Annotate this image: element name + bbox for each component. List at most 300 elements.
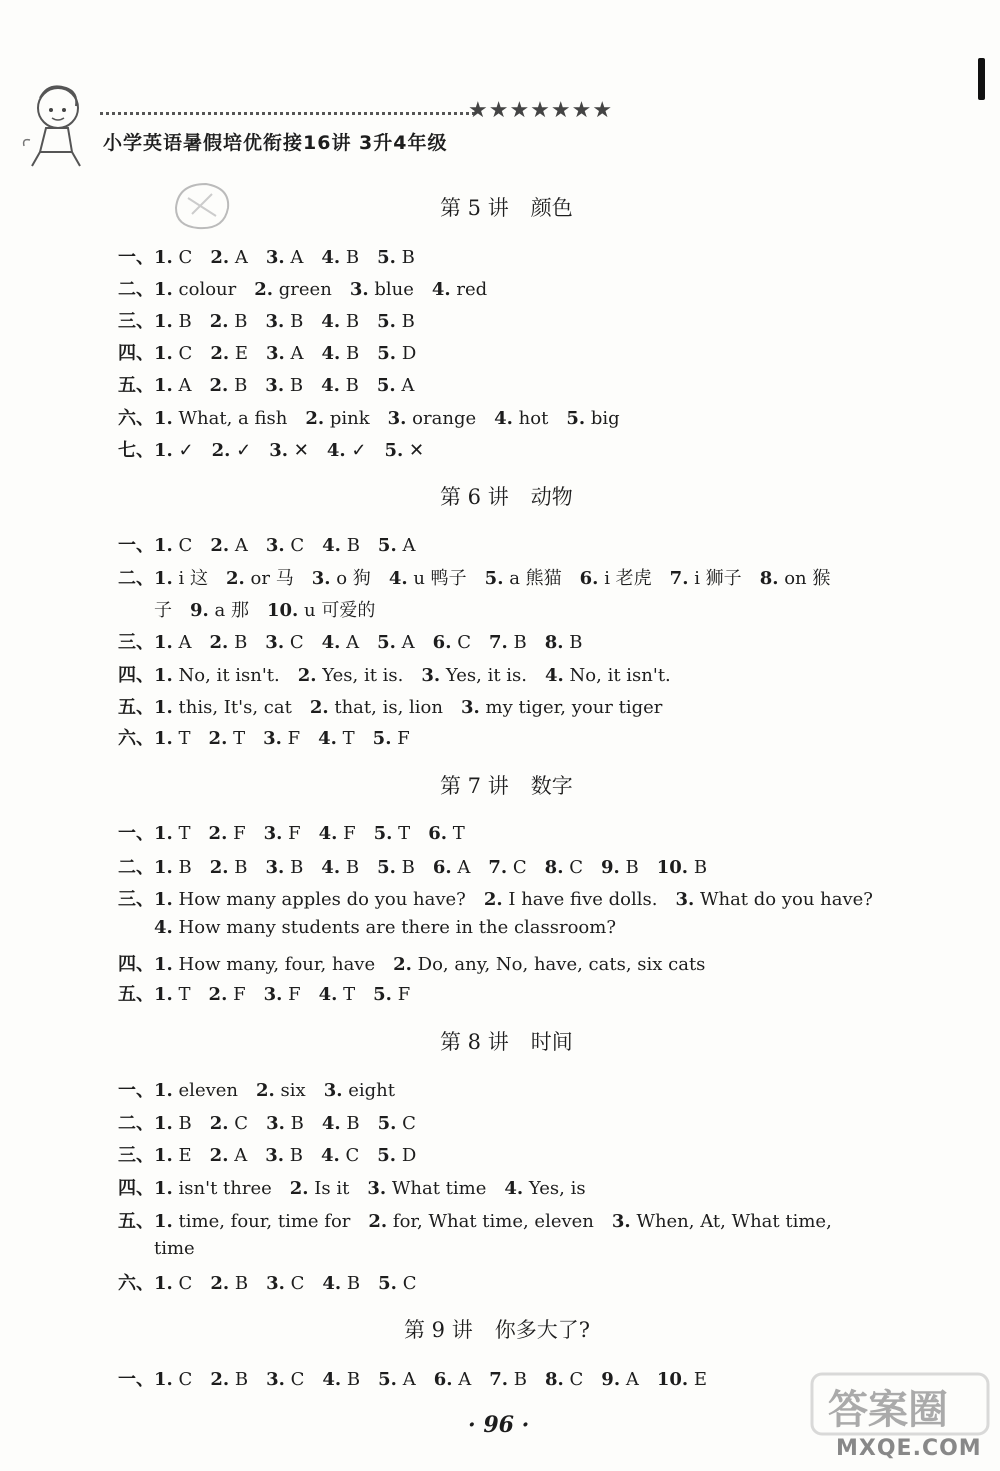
section-marker: 五、 xyxy=(118,375,154,396)
question-number: 3. xyxy=(263,984,283,1005)
question-number: 4. xyxy=(326,440,346,461)
answer-value: C xyxy=(290,1369,305,1390)
section-marker: 五、 xyxy=(118,697,154,718)
answer-value: C xyxy=(290,1273,305,1294)
question-number: 5. xyxy=(378,1273,397,1294)
question-number: 2. xyxy=(226,568,245,589)
question-number: 4. xyxy=(318,823,338,844)
question-number: 1. xyxy=(154,857,173,878)
answer-value: How many, four, have xyxy=(178,954,376,975)
answer-value: B xyxy=(569,632,583,653)
question-number: 7. xyxy=(488,632,508,653)
question-number: 3. xyxy=(421,665,441,686)
question-number: 2. xyxy=(305,408,325,429)
answer-value: C xyxy=(289,632,304,653)
question-number: 2. xyxy=(309,697,329,718)
section-marker: 四、 xyxy=(118,1178,154,1199)
question-number: 9. xyxy=(600,857,620,878)
answer-value: When, At, What time, xyxy=(636,1211,832,1232)
question-number: 3. xyxy=(266,1273,285,1294)
question-number: 2. xyxy=(209,375,229,396)
answer-line xyxy=(118,1269,434,1295)
answer-value: C xyxy=(569,1369,584,1390)
watermark-url: MXQE.COM xyxy=(836,1436,982,1461)
question-number: 3. xyxy=(263,728,282,749)
answer-value: my tiger, your tiger xyxy=(485,697,663,718)
answer-value: orange xyxy=(412,408,477,429)
section-marker: 四、 xyxy=(118,665,154,686)
answer-value: B xyxy=(401,247,415,268)
answer-value: F xyxy=(288,984,301,1005)
lecture-number: 第 6 讲 xyxy=(440,485,509,509)
question-number: 1. xyxy=(154,1273,173,1294)
question-number: 1. xyxy=(154,632,173,653)
question-number: 3. xyxy=(266,1113,285,1134)
question-number: 1. xyxy=(154,954,173,975)
answer-line xyxy=(118,1174,604,1200)
lecture-number: 第 5 讲 xyxy=(440,196,509,220)
question-number: 5. xyxy=(376,375,396,396)
question-number: 2. xyxy=(208,823,228,844)
question-number: 3. xyxy=(269,440,289,461)
answer-line xyxy=(118,436,442,462)
answer-value: C xyxy=(402,1273,417,1294)
question-number: 2. xyxy=(209,1145,229,1166)
answer-line xyxy=(118,724,428,750)
answer-line xyxy=(118,275,505,301)
section-marker: 一、 xyxy=(118,535,154,556)
section-marker: 七、 xyxy=(118,440,154,461)
answer-value: o 狗 xyxy=(336,568,371,589)
question-number: 2. xyxy=(256,1080,275,1101)
answer-value: A xyxy=(402,535,416,556)
answer-value: for, What time, eleven xyxy=(392,1211,594,1232)
answer-value: T xyxy=(452,823,465,844)
answer-value: T xyxy=(342,728,355,749)
answer-value: B xyxy=(693,857,708,878)
question-number: 5. xyxy=(377,632,396,653)
question-number: 4. xyxy=(321,311,341,332)
answer-line xyxy=(118,950,723,976)
answer-value: E xyxy=(693,1369,708,1390)
section-marker: 三、 xyxy=(118,632,154,653)
answer-value: What time xyxy=(391,1178,487,1199)
question-number: 6. xyxy=(432,857,452,878)
question-number: 5. xyxy=(566,408,586,429)
question-number: 2. xyxy=(211,440,231,461)
lecture-title xyxy=(404,1314,590,1344)
question-number: 1. xyxy=(154,697,173,718)
answer-value: B xyxy=(289,1145,303,1166)
section-marker: 三、 xyxy=(118,1145,154,1166)
lecture-title xyxy=(440,481,573,511)
lecture-number: 第 9 讲 xyxy=(404,1318,473,1342)
section-marker: 五、 xyxy=(118,1211,154,1232)
answer-value: ✕ xyxy=(293,440,309,461)
question-number: 3. xyxy=(323,1080,343,1101)
answer-value: a 熊猫 xyxy=(509,568,562,589)
question-number: 3. xyxy=(265,857,285,878)
answer-value: T xyxy=(233,728,246,749)
question-number: 5. xyxy=(377,535,397,556)
question-number: 5. xyxy=(377,857,396,878)
answer-value: E xyxy=(178,1145,192,1166)
question-number: 2. xyxy=(210,343,230,364)
continuation-text: time xyxy=(154,1238,195,1259)
question-number: 1. xyxy=(154,984,173,1005)
answer-value: B xyxy=(513,1369,527,1390)
answer-line xyxy=(118,1207,850,1233)
lecture-topic: 你多大了? xyxy=(494,1318,590,1342)
question-number: 2. xyxy=(210,247,230,268)
answer-value: C xyxy=(178,1369,193,1390)
question-number: 2. xyxy=(483,889,503,910)
answer-value: A xyxy=(401,375,415,396)
question-number: 10. xyxy=(656,1369,689,1390)
answer-value: that, is, lion xyxy=(334,697,443,718)
question-number: 4. xyxy=(320,1145,340,1166)
question-number: 2. xyxy=(209,1113,229,1134)
answer-value: B xyxy=(345,857,360,878)
question-number: 1. xyxy=(154,343,173,364)
question-number: 8. xyxy=(544,632,564,653)
question-number: 7. xyxy=(489,1369,509,1390)
question-number: 3. xyxy=(265,247,285,268)
question-number: 9. xyxy=(190,600,209,621)
question-number: 6. xyxy=(433,1369,453,1390)
watermark-logo-text: 答案圈 xyxy=(828,1387,948,1433)
answer-line xyxy=(118,853,725,879)
answer-value: this, It's, cat xyxy=(178,697,292,718)
answer-value: B xyxy=(234,375,248,396)
question-number: 2. xyxy=(209,632,229,653)
answer-value: u 可爱的 xyxy=(304,600,376,621)
answer-line xyxy=(118,628,601,654)
answer-value: F xyxy=(397,984,411,1005)
question-number: 1. xyxy=(154,1113,173,1134)
answer-value: T xyxy=(178,823,191,844)
question-number: 4. xyxy=(322,535,341,556)
answer-value: F xyxy=(233,823,246,844)
answer-value: What, a fish xyxy=(178,408,288,429)
answer-line xyxy=(118,819,483,845)
question-number: 4. xyxy=(388,568,408,589)
answer-value: A xyxy=(401,632,415,653)
answer-value: B xyxy=(513,632,527,653)
answer-value: B xyxy=(234,1369,249,1390)
answer-value: F xyxy=(288,823,301,844)
answer-line xyxy=(118,564,848,590)
question-number: 1. xyxy=(154,1211,173,1232)
answer-value: B xyxy=(178,311,192,332)
question-number: 2. xyxy=(208,728,228,749)
answer-value: B xyxy=(625,857,639,878)
question-number: 1. xyxy=(154,535,173,556)
answer-value: ✓ xyxy=(236,440,252,461)
lecture-topic: 数字 xyxy=(530,774,573,798)
answer-value: Yes, it is. xyxy=(445,665,528,686)
question-number: 5. xyxy=(384,440,404,461)
answer-value: C xyxy=(290,535,305,556)
question-number: 5. xyxy=(373,823,393,844)
answer-value: B xyxy=(346,343,360,364)
answer-line xyxy=(118,339,434,365)
answer-line xyxy=(118,371,432,397)
answer-value: E xyxy=(234,343,248,364)
answer-value: i 狮子 xyxy=(694,568,742,589)
question-number: 3. xyxy=(265,632,285,653)
section-marker: 二、 xyxy=(118,857,154,878)
answer-value: B xyxy=(234,1273,249,1294)
section-marker: 六、 xyxy=(118,1273,154,1294)
answer-value: F xyxy=(397,728,410,749)
answer-value: F xyxy=(233,984,246,1005)
lecture-number: 第 7 讲 xyxy=(440,774,509,798)
question-number: 5. xyxy=(377,1145,397,1166)
answer-value: F xyxy=(343,823,356,844)
answer-value: B xyxy=(234,311,248,332)
question-number: 5. xyxy=(484,568,504,589)
question-number: 5. xyxy=(377,247,396,268)
section-marker: 三、 xyxy=(118,889,154,910)
page-number: · 96 · xyxy=(468,1412,530,1438)
answer-value: A xyxy=(402,1369,416,1390)
question-number: 5. xyxy=(378,1369,397,1390)
answer-value: A xyxy=(290,247,304,268)
answer-value: How many students are there in the classroom? xyxy=(178,917,616,938)
question-number: 8. xyxy=(759,568,779,589)
answer-value: C xyxy=(569,857,583,878)
answer-value: B xyxy=(290,311,304,332)
answer-value: F xyxy=(287,728,301,749)
question-number: 1. xyxy=(154,665,173,686)
question-number: 1. xyxy=(154,440,173,461)
question-number: 2. xyxy=(210,535,230,556)
continuation-text: 子 xyxy=(154,600,172,621)
answer-value: B xyxy=(290,1113,304,1134)
answer-value: B xyxy=(345,375,359,396)
answer-line xyxy=(154,1238,213,1259)
question-number: 2. xyxy=(209,311,229,332)
answer-line xyxy=(118,885,891,911)
answer-value: D xyxy=(401,1145,417,1166)
question-number: 7. xyxy=(488,857,508,878)
answer-line xyxy=(118,404,638,430)
question-number: 5. xyxy=(373,984,392,1005)
question-number: 3. xyxy=(265,535,285,556)
answer-line xyxy=(118,980,428,1006)
answer-value: Yes, it is. xyxy=(322,665,404,686)
answer-value: i 这 xyxy=(178,568,209,589)
question-number: 1. xyxy=(154,1145,173,1166)
answer-value: six xyxy=(280,1080,306,1101)
answer-value: B xyxy=(234,857,248,878)
answer-value: C xyxy=(345,1145,360,1166)
question-number: 6. xyxy=(428,823,447,844)
question-number: 2. xyxy=(289,1178,309,1199)
answer-value: B xyxy=(178,857,192,878)
question-number: 3. xyxy=(263,823,283,844)
question-number: 1. xyxy=(154,1178,173,1199)
question-number: 4. xyxy=(494,408,513,429)
answer-line xyxy=(118,531,433,557)
answer-value: big xyxy=(590,408,620,429)
question-number: 9. xyxy=(601,1369,621,1390)
question-number: 4. xyxy=(154,917,173,938)
question-number: 3. xyxy=(675,889,695,910)
lecture-topic: 动物 xyxy=(530,485,573,509)
answer-value: ✓ xyxy=(351,440,367,461)
lecture-title xyxy=(440,1026,573,1056)
question-number: 4. xyxy=(321,343,341,364)
answer-value: C xyxy=(178,1273,193,1294)
question-number: 1. xyxy=(154,408,173,429)
answer-value: A xyxy=(458,1369,472,1390)
question-number: 3. xyxy=(311,568,331,589)
question-number: 6. xyxy=(432,632,452,653)
pencil-stamp-icon xyxy=(168,178,238,234)
question-number: 3. xyxy=(265,343,285,364)
answer-value: A xyxy=(457,857,471,878)
answer-value: B xyxy=(401,311,415,332)
question-number: 4. xyxy=(321,857,341,878)
question-number: 4. xyxy=(322,1273,342,1294)
answer-value: eight xyxy=(348,1080,395,1101)
question-number: 4. xyxy=(321,247,341,268)
answer-value: C xyxy=(178,535,193,556)
answer-value: A xyxy=(178,632,192,653)
answer-value: B xyxy=(346,1273,361,1294)
answer-value: red xyxy=(456,279,488,300)
answer-value: A xyxy=(234,247,248,268)
answer-value: A xyxy=(346,632,360,653)
answer-value: Do, any, No, have, cats, six cats xyxy=(417,954,706,975)
question-number: 8. xyxy=(544,857,564,878)
question-number: 3. xyxy=(265,311,285,332)
answer-value: u 鸭子 xyxy=(413,568,467,589)
lecture-topic: 颜色 xyxy=(530,196,573,220)
answer-value: C xyxy=(402,1113,416,1134)
answer-value: hot xyxy=(518,408,549,429)
question-number: 1. xyxy=(154,375,173,396)
answer-value: eleven xyxy=(178,1080,239,1101)
answer-value: How many apples do you have? xyxy=(178,889,466,910)
answer-line xyxy=(118,1109,434,1135)
answer-line xyxy=(154,917,634,938)
question-number: 5. xyxy=(377,311,396,332)
answer-value: B xyxy=(346,1369,361,1390)
question-number: 5. xyxy=(377,1113,397,1134)
answer-value: green xyxy=(278,279,332,300)
question-number: 10. xyxy=(266,600,299,621)
answer-value: No, it isn't. xyxy=(178,665,280,686)
section-marker: 一、 xyxy=(118,1080,154,1101)
answer-value: pink xyxy=(329,408,370,429)
section-marker: 一、 xyxy=(118,1369,154,1390)
answer-value: B xyxy=(345,311,360,332)
section-marker: 一、 xyxy=(118,823,154,844)
question-number: 1. xyxy=(154,568,173,589)
answer-value: T xyxy=(178,984,191,1005)
book-title: 小学英语暑假培优衔接16讲 3升4年级 xyxy=(103,132,448,154)
answer-value: What do you have? xyxy=(699,889,873,910)
answer-value: A xyxy=(234,535,248,556)
answer-value: ✓ xyxy=(178,440,194,461)
question-number: 1. xyxy=(154,311,173,332)
question-number: 1. xyxy=(154,1080,173,1101)
section-marker: 五、 xyxy=(118,984,154,1005)
question-number: 1. xyxy=(154,279,173,300)
answer-value: No, it isn't. xyxy=(569,665,671,686)
lecture-title xyxy=(440,192,573,222)
question-number: 2. xyxy=(393,954,412,975)
answer-value: C xyxy=(234,1113,249,1134)
answer-value: B xyxy=(289,375,304,396)
answer-value: on 猴 xyxy=(784,568,831,589)
section-marker: 二、 xyxy=(118,568,154,589)
answer-line xyxy=(154,596,393,622)
answer-value: A xyxy=(234,1145,248,1166)
question-number: 4. xyxy=(322,1369,342,1390)
question-number: 3. xyxy=(265,375,285,396)
question-number: 3. xyxy=(265,1145,284,1166)
answer-value: B xyxy=(346,535,360,556)
question-number: 2. xyxy=(210,1273,230,1294)
answer-value: i 老虎 xyxy=(604,568,652,589)
question-number: 5. xyxy=(377,343,397,364)
section-marker: 六、 xyxy=(118,408,154,429)
answer-value: Yes, is xyxy=(528,1178,586,1199)
question-number: 4. xyxy=(321,632,341,653)
answer-value: T xyxy=(398,823,411,844)
section-marker: 四、 xyxy=(118,343,154,364)
answer-value: B xyxy=(178,1113,192,1134)
answer-value: ✕ xyxy=(409,440,425,461)
answer-value: C xyxy=(512,857,527,878)
question-number: 3. xyxy=(460,697,480,718)
answer-value: D xyxy=(401,343,417,364)
section-marker: 二、 xyxy=(118,1113,154,1134)
question-number: 1. xyxy=(154,823,173,844)
header-dotted-line xyxy=(100,112,475,115)
question-number: 4. xyxy=(321,1113,341,1134)
answer-value: or 马 xyxy=(250,568,294,589)
question-number: 2. xyxy=(297,665,317,686)
question-number: 3. xyxy=(266,1369,285,1390)
answer-value: C xyxy=(178,343,193,364)
question-number: 6. xyxy=(579,568,599,589)
question-number: 8. xyxy=(544,1369,564,1390)
answer-value: C xyxy=(178,247,193,268)
question-number: 2. xyxy=(209,857,229,878)
answer-line xyxy=(118,243,433,269)
answer-line xyxy=(118,661,689,687)
question-number: 2. xyxy=(254,279,274,300)
answer-value: I have five dolls. xyxy=(508,889,658,910)
question-number: 4. xyxy=(318,984,338,1005)
answer-value: Is it xyxy=(314,1178,350,1199)
question-number: 1. xyxy=(154,1369,173,1390)
section-marker: 二、 xyxy=(118,279,154,300)
section-marker: 三、 xyxy=(118,311,154,332)
question-number: 4. xyxy=(545,665,564,686)
answer-value: B xyxy=(290,857,304,878)
answer-value: a 那 xyxy=(214,600,249,621)
answer-value: T xyxy=(343,984,356,1005)
answer-value: B xyxy=(401,857,415,878)
question-number: 1. xyxy=(154,889,173,910)
question-number: 10. xyxy=(656,857,689,878)
